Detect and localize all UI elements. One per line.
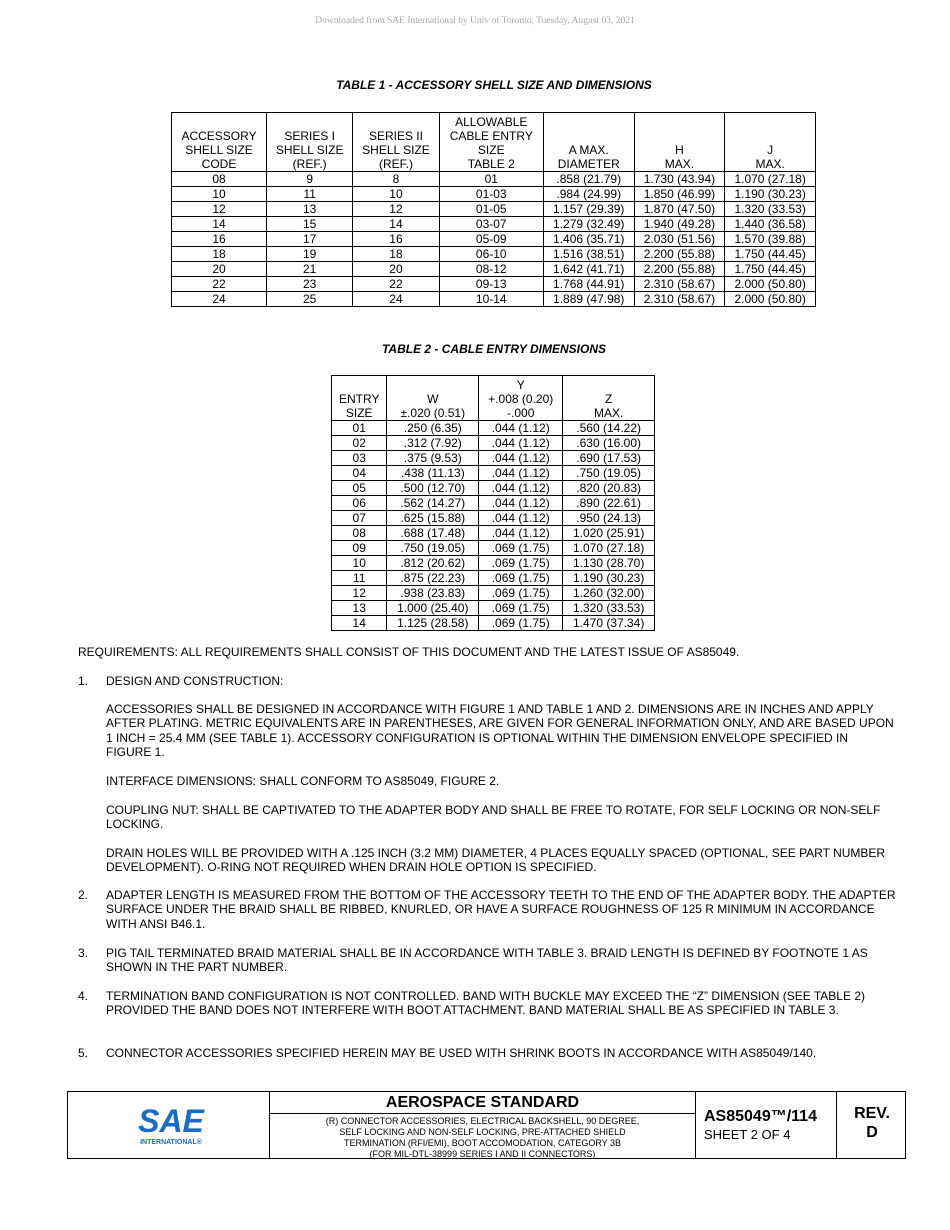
item-2-number: 2.	[78, 888, 89, 902]
table-cell: .438 (11.13)	[387, 466, 479, 481]
table-cell: .690 (17.53)	[563, 451, 655, 466]
table-cell: .625 (15.88)	[387, 511, 479, 526]
t1-header-cell	[353, 113, 439, 172]
table-cell: 1.570 (39.88)	[725, 232, 816, 247]
table-cell: .069 (1.75)	[479, 601, 563, 616]
header-line: CODE	[201, 157, 237, 171]
table-cell: 1.020 (25.91)	[563, 526, 655, 541]
table-row	[332, 481, 655, 496]
table-cell: 22	[172, 277, 267, 292]
table-cell: .044 (1.12)	[479, 436, 563, 451]
table-cell: 10	[353, 187, 439, 202]
requirements-statement: REQUIREMENTS: ALL REQUIREMENTS SHALL CONSIST OF THIS DOCUMENT AND THE LATEST ISSUE OF AS85049.	[78, 645, 740, 659]
header-line: A MAX.	[568, 143, 609, 157]
t2-header-cell	[479, 376, 563, 421]
header-line: -.000	[507, 406, 535, 420]
table-row	[172, 292, 816, 307]
table-cell: 01-03	[439, 187, 543, 202]
table-cell: .069 (1.75)	[479, 616, 563, 631]
header-line: SHELL SIZE	[185, 143, 253, 157]
table-cell: .044 (1.12)	[479, 526, 563, 541]
table-cell: 10	[332, 556, 387, 571]
table-row	[332, 601, 655, 616]
item-3-number: 3.	[78, 946, 89, 960]
description-line: TERMINATION (RFI/EMI), BOOT ACCOMODATION, CATEGORY 3B	[343, 1138, 622, 1148]
table-cell: 10	[172, 187, 267, 202]
table-cell: .312 (7.92)	[387, 436, 479, 451]
table-cell: .750 (19.05)	[563, 466, 655, 481]
table-cell: 2.030 (51.56)	[634, 232, 725, 247]
description-line: (R) CONNECTOR ACCESSORIES, ELECTRICAL BACKSHELL, 90 DEGREE,	[325, 1116, 640, 1126]
table-cell: 2.000 (50.80)	[725, 292, 816, 307]
table-cell: .875 (22.23)	[387, 571, 479, 586]
table-row	[332, 586, 655, 601]
table-row	[332, 511, 655, 526]
table-cell: 20	[172, 262, 267, 277]
table-cell: .500 (12.70)	[387, 481, 479, 496]
table-cell: 23	[267, 277, 353, 292]
table-cell: 03	[332, 451, 387, 466]
item-4-number: 4.	[78, 989, 89, 1003]
table-cell: 01	[332, 421, 387, 436]
table-cell: 1.320 (33.53)	[725, 202, 816, 217]
table-row	[172, 172, 816, 187]
header-line: MAX.	[755, 157, 785, 171]
description-line: SELF LOCKING AND NON-SELF LOCKING, PRE-ATTACHED SHIELD	[339, 1127, 626, 1137]
table-cell: 1.157 (29.39)	[543, 202, 634, 217]
table-row	[332, 616, 655, 631]
document-number: AS85049™/114	[704, 1108, 817, 1125]
table-cell: 14	[353, 217, 439, 232]
table-cell: .044 (1.12)	[479, 481, 563, 496]
item-1-para-drain: DRAIN HOLES WILL BE PROVIDED WITH A .125 INCH (3.2 MM) DIAMETER, 4 PLACES EQUALLY SPACED (OPTIONAL, SEE PART NUMBER DEVELOPMENT). O-RING NOT REQUIRED WHEN DRAIN HOLE OPTION IS SPECIFIED.	[106, 846, 886, 875]
item-4-text: TERMINATION BAND CONFIGURATION IS NOT CONTROLLED. BAND WITH BUCKLE MAY EXCEED THE “Z” DIMENSION (SEE TABLE 2) PROVIDED THE BAND DOES NOT INTERFERE WITH BOOT ATTACHMENT. BAND MATERIAL SHALL BE AS SPECIFIED IN TABLE 3.	[106, 989, 865, 1018]
t1-header-cell	[439, 113, 543, 172]
table-cell: 1.130 (28.70)	[563, 556, 655, 571]
table-cell: .044 (1.12)	[479, 496, 563, 511]
t1-header-cell	[172, 113, 267, 172]
sheet-number: SHEET 2 OF 4	[704, 1127, 791, 1142]
header-line: (REF.)	[292, 157, 327, 171]
table-cell: 1.850 (46.99)	[634, 187, 725, 202]
t1-header-cell	[267, 113, 353, 172]
table-cell: 09-13	[439, 277, 543, 292]
table-cell: 1.125 (28.58)	[387, 616, 479, 631]
table-cell: 1.260 (32.00)	[563, 586, 655, 601]
t2-header-cell	[563, 376, 655, 421]
header-line: ALLOWABLE	[455, 115, 528, 129]
item-5-text: CONNECTOR ACCESSORIES SPECIFIED HEREIN MAY BE USED WITH SHRINK BOOTS IN ACCORDANCE WITH AS85049/140.	[106, 1046, 817, 1060]
table-cell: .250 (6.35)	[387, 421, 479, 436]
table-row	[332, 421, 655, 436]
table-cell: .750 (19.05)	[387, 541, 479, 556]
cable-entry-table	[331, 375, 655, 631]
table1-title: TABLE 1 - ACCESSORY SHELL SIZE AND DIMENSIONS	[336, 78, 652, 92]
standard-title: AEROSPACE STANDARD	[270, 1092, 695, 1114]
table-cell: 08	[172, 172, 267, 187]
item-5-number: 5.	[78, 1046, 89, 1060]
table-cell: 1.406 (35.71)	[543, 232, 634, 247]
table-cell: 10-14	[439, 292, 543, 307]
table-cell: .560 (14.22)	[563, 421, 655, 436]
table-cell: .562 (14.27)	[387, 496, 479, 511]
document-number-cell	[696, 1092, 837, 1158]
table-cell: 02	[332, 436, 387, 451]
standard-cell	[270, 1092, 696, 1158]
table-cell: 13	[267, 202, 353, 217]
sae-logo-subtext: INTERNATIONAL®	[140, 1139, 202, 1146]
table-cell: 1.750 (44.45)	[725, 247, 816, 262]
table-cell: 01	[439, 172, 543, 187]
table-cell: 18	[353, 247, 439, 262]
item-3-text: PIG TAIL TERMINATED BRAID MATERIAL SHALL BE IN ACCORDANCE WITH TABLE 3. BRAID LENGTH IS DEFINED BY FOOTNOTE 1 AS SHOWN IN THE PART NUMBER.	[106, 946, 868, 975]
item-1-number: 1.	[78, 674, 89, 688]
table-cell: 1.730 (43.94)	[634, 172, 725, 187]
table-cell: 24	[172, 292, 267, 307]
table-cell: .044 (1.12)	[479, 451, 563, 466]
item-1-para-design: ACCESSORIES SHALL BE DESIGNED IN ACCORDANCE WITH FIGURE 1 AND TABLE 1 AND 2. DIMENSIONS ARE IN INCHES AND APPLY AFTER PLATING. METRIC EQUIVALENTS ARE IN PARENTHESES, ARE GIVEN FOR GENERAL INFORMATION ONLY, AND ARE BASED UPON 1 INCH = 25.4 MM (SEE TABLE 1). ACCESSORY CONFIGURATION IS OPTIONAL WITHIN THE DIMENSION ENVELOPE SPECIFIED IN FIGURE 1.	[106, 702, 894, 759]
table-cell: 1.768 (44.91)	[543, 277, 634, 292]
revision-label: REV.	[854, 1105, 890, 1122]
table-row	[172, 247, 816, 262]
table-cell: 22	[353, 277, 439, 292]
table-cell: 18	[172, 247, 267, 262]
table-cell: .938 (23.83)	[387, 586, 479, 601]
table-cell: 2.310 (58.67)	[634, 292, 725, 307]
table-cell: 09	[332, 541, 387, 556]
table-row	[172, 232, 816, 247]
table-cell: 2.310 (58.67)	[634, 277, 725, 292]
t1-header-cell	[725, 113, 816, 172]
table-cell: 1.190 (30.23)	[563, 571, 655, 586]
table-cell: 1.516 (38.51)	[543, 247, 634, 262]
sae-logo	[136, 1102, 206, 1148]
table-cell: 1.000 (25.40)	[387, 601, 479, 616]
item-1-para-coupling: COUPLING NUT: SHALL BE CAPTIVATED TO THE ADAPTER BODY AND SHALL BE FREE TO ROTATE, FOR SELF LOCKING OR NON-SELF LOCKING.	[106, 803, 881, 832]
table-cell: .688 (17.48)	[387, 526, 479, 541]
table-cell: 11	[267, 187, 353, 202]
header-line: ACCESSORY	[181, 129, 257, 143]
table-cell: .812 (20.62)	[387, 556, 479, 571]
table-cell: 05-09	[439, 232, 543, 247]
table-cell: .375 (9.53)	[387, 451, 479, 466]
header-line: SHELL SIZE	[362, 143, 430, 157]
table2-title: TABLE 2 - CABLE ENTRY DIMENSIONS	[381, 342, 607, 356]
table-cell: .820 (20.83)	[563, 481, 655, 496]
table-cell: 20	[353, 262, 439, 277]
description-line: (FOR MIL-DTL-38999 SERIES I AND II CONNECTORS)	[369, 1149, 596, 1159]
table-cell: 1.190 (30.23)	[725, 187, 816, 202]
header-line: Z	[604, 392, 613, 406]
table-cell: 1.642 (41.71)	[543, 262, 634, 277]
table-cell: 16	[172, 232, 267, 247]
table-cell: 07	[332, 511, 387, 526]
table-cell: 16	[353, 232, 439, 247]
table-cell: 13	[332, 601, 387, 616]
table-cell: 21	[267, 262, 353, 277]
table-cell: .984 (24.99)	[543, 187, 634, 202]
table-cell: 06-10	[439, 247, 543, 262]
t2-header-cell	[387, 376, 479, 421]
table-row	[332, 451, 655, 466]
header-line: +.008 (0.20)	[488, 392, 554, 406]
table-cell: 1.889 (47.98)	[543, 292, 634, 307]
header-line: W	[427, 392, 439, 406]
table-cell: 08-12	[439, 262, 543, 277]
table-cell: 1.070 (27.18)	[563, 541, 655, 556]
table-cell: .950 (24.13)	[563, 511, 655, 526]
header-line: DIAMETER	[557, 157, 620, 171]
item-1-para-interface: INTERFACE DIMENSIONS: SHALL CONFORM TO AS85049, FIGURE 2.	[106, 774, 500, 788]
header-line: ±.020 (0.51)	[400, 406, 466, 420]
header-line: SHELL SIZE	[275, 143, 344, 157]
table-cell: 1.750 (44.45)	[725, 262, 816, 277]
table-cell: .044 (1.12)	[479, 466, 563, 481]
table-cell: .044 (1.12)	[479, 511, 563, 526]
title-block	[67, 1091, 906, 1159]
table-row	[332, 526, 655, 541]
table-cell: .044 (1.12)	[479, 421, 563, 436]
header-line: SIZE	[477, 143, 505, 157]
table-cell: 03-07	[439, 217, 543, 232]
table-row	[172, 262, 816, 277]
header-line: CABLE ENTRY	[449, 129, 533, 143]
table-cell: 01-05	[439, 202, 543, 217]
table-cell: 2.000 (50.80)	[725, 277, 816, 292]
header-line: Y	[516, 378, 525, 392]
table-cell: .069 (1.75)	[479, 571, 563, 586]
table-cell: 04	[332, 466, 387, 481]
table-row	[332, 496, 655, 511]
table-cell: 11	[332, 571, 387, 586]
header-line: TABLE 2	[467, 157, 515, 171]
table-row	[332, 556, 655, 571]
table-cell: .890 (22.61)	[563, 496, 655, 511]
standard-description	[270, 1114, 695, 1160]
table-cell: 1.870 (47.50)	[634, 202, 725, 217]
table-row	[332, 571, 655, 586]
table-row	[172, 202, 816, 217]
table-cell: .069 (1.75)	[479, 556, 563, 571]
header-line: (REF.)	[378, 157, 413, 171]
t1-header-cell	[543, 113, 634, 172]
header-line: H	[675, 143, 684, 157]
table-cell: 8	[353, 172, 439, 187]
table-cell: 1.940 (49.28)	[634, 217, 725, 232]
table-cell: 1.440 (36.58)	[725, 217, 816, 232]
table-cell: 1.070 (27.18)	[725, 172, 816, 187]
download-notice: Downloaded from SAE International by Univ of Toronto, Tuesday, August 03, 2021	[315, 16, 635, 26]
table-row	[172, 217, 816, 232]
table-cell: .069 (1.75)	[479, 541, 563, 556]
table-cell: 12	[353, 202, 439, 217]
revision-cell	[837, 1092, 907, 1158]
table-cell: 2.200 (55.88)	[634, 247, 725, 262]
header-line: MAX.	[664, 157, 695, 171]
table-cell: 9	[267, 172, 353, 187]
header-line: J	[767, 143, 774, 157]
table-cell: 15	[267, 217, 353, 232]
header-line: MAX.	[593, 406, 624, 420]
logo-cell	[68, 1092, 270, 1158]
table-cell: 05	[332, 481, 387, 496]
table-row	[332, 436, 655, 451]
table-cell: .858 (21.79)	[543, 172, 634, 187]
item-2-text: ADAPTER LENGTH IS MEASURED FROM THE BOTTOM OF THE ACCESSORY TEETH TO THE END OF THE ADAPTER BODY. THE ADAPTER SURFACE UNDER THE BRAID SHALL BE RIBBED, KNURLED, OR HAVE A SURFACE ROUGHNESS OF 125 R MINIMUM IN ACCORDANCE WITH ANSI B46.1.	[106, 888, 896, 931]
table-cell: 12	[332, 586, 387, 601]
table-cell: 08	[332, 526, 387, 541]
table-cell: 19	[267, 247, 353, 262]
table-cell: 1.470 (37.34)	[563, 616, 655, 631]
table-row	[332, 541, 655, 556]
table-cell: 17	[267, 232, 353, 247]
table-cell: .069 (1.75)	[479, 586, 563, 601]
shell-size-table	[171, 112, 816, 307]
t2-header-cell	[332, 376, 387, 421]
revision-value: D	[866, 1124, 878, 1141]
header-line: SERIES II	[368, 129, 423, 143]
header-line: ENTRY	[339, 392, 380, 406]
table-cell: 14	[172, 217, 267, 232]
sae-logo-text: SAE	[138, 1103, 204, 1139]
table-cell: 24	[353, 292, 439, 307]
table-cell: 12	[172, 202, 267, 217]
table-row	[172, 277, 816, 292]
table-row	[332, 466, 655, 481]
header-line: SIZE	[345, 406, 373, 420]
t1-header-cell	[634, 113, 725, 172]
table-cell: 2.200 (55.88)	[634, 262, 725, 277]
header-line: SERIES I	[284, 129, 336, 143]
table-row	[172, 187, 816, 202]
table-cell: 06	[332, 496, 387, 511]
table-cell: 25	[267, 292, 353, 307]
table-cell: 1.279 (32.49)	[543, 217, 634, 232]
table-cell: .630 (16.00)	[563, 436, 655, 451]
item-1-heading: DESIGN AND CONSTRUCTION:	[106, 674, 284, 688]
table-cell: 14	[332, 616, 387, 631]
table-cell: 1.320 (33.53)	[563, 601, 655, 616]
